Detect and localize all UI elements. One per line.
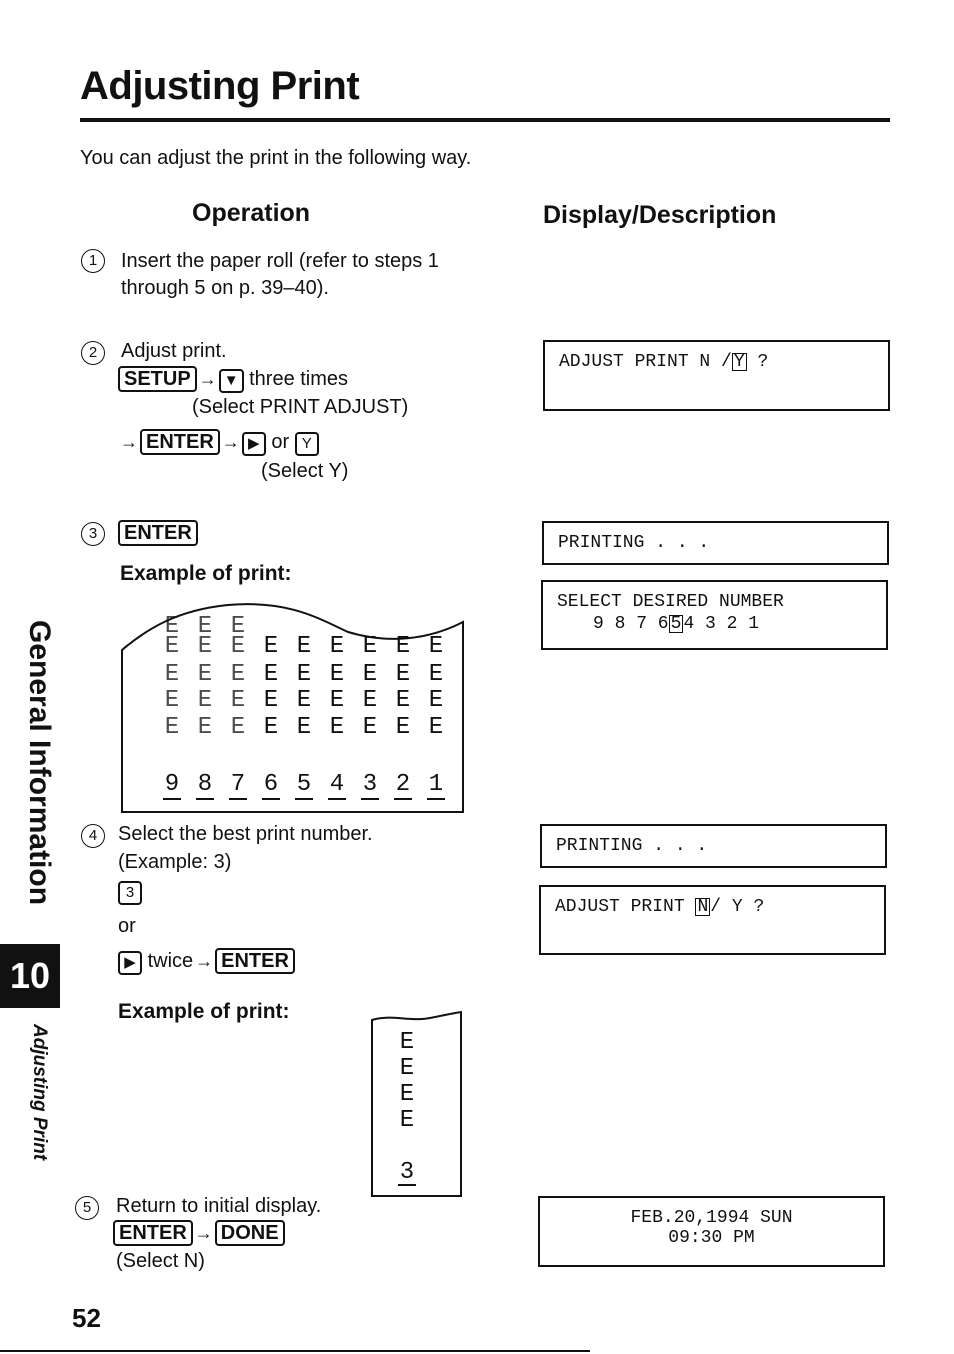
step-3-key-row: [118, 520, 198, 547]
print-letter: E: [399, 1107, 415, 1134]
print-letter: E: [230, 661, 246, 688]
print-letter: E: [263, 714, 279, 741]
print-letter: E: [230, 613, 246, 640]
print-letter: E: [428, 661, 444, 688]
twice-text: twice: [147, 950, 194, 972]
bottom-rule: [0, 1350, 590, 1352]
example-of-print-label-2: Example of print:: [118, 1000, 290, 1023]
display-text: ADJUST PRINT: [555, 897, 696, 917]
print-sample-column: [370, 1010, 465, 1198]
display-text: ADJUST PRINT N /: [559, 352, 732, 372]
print-letter: E: [197, 687, 213, 714]
chapter-side-label: Adjusting Print: [29, 1024, 50, 1161]
print-letter: E: [362, 714, 378, 741]
print-letter: E: [329, 633, 345, 660]
display-adjust-print-n: [539, 885, 886, 955]
page-number: 52: [72, 1303, 101, 1333]
step-5-key-row: [113, 1220, 285, 1247]
print-letter: E: [164, 714, 180, 741]
print-letter: E: [164, 633, 180, 660]
print-number: 3: [362, 771, 378, 798]
step-4-line2: (Example: 3): [118, 851, 232, 873]
step-2-enter-row: [118, 429, 319, 456]
example-of-print-label: Example of print:: [120, 562, 292, 585]
print-letter: E: [395, 633, 411, 660]
title-rule: [80, 118, 890, 122]
intro-text: You can adjust the print in the following way.: [80, 147, 472, 169]
print-letter: E: [197, 613, 213, 640]
step-4-number: 4: [81, 824, 105, 848]
arrow-right-icon: →: [195, 951, 214, 971]
enter-key: ENTER: [215, 948, 295, 974]
print-sample-grid: [118, 600, 468, 816]
step-4-line1: Select the best print number.: [118, 823, 373, 845]
display-printing-1: [542, 521, 889, 565]
setup-key: SETUP: [118, 366, 197, 392]
print-number: 5: [296, 771, 312, 798]
print-letter: E: [399, 1055, 415, 1082]
print-letter: E: [296, 633, 312, 660]
or-text: or: [271, 431, 290, 453]
display-initial: [538, 1196, 885, 1267]
step-2-setup-row: [118, 366, 348, 393]
print-letter: E: [428, 714, 444, 741]
enter-key: ENTER: [118, 520, 198, 546]
print-letter: E: [197, 633, 213, 660]
step-1-line1: Insert the paper roll (refer to steps 1: [121, 250, 439, 272]
step-1-number: 1: [81, 249, 105, 273]
print-letter: E: [263, 633, 279, 660]
print-letter: E: [329, 687, 345, 714]
step-5-line1: Return to initial display.: [116, 1195, 322, 1217]
print-letter: E: [428, 687, 444, 714]
print-letter: E: [395, 714, 411, 741]
select-print-adjust-text: (Select PRINT ADJUST): [192, 396, 409, 418]
print-letter: E: [263, 661, 279, 688]
print-letter: E: [263, 687, 279, 714]
print-letter: E: [399, 1029, 415, 1056]
step-1-line2: through 5 on p. 39–40).: [121, 277, 329, 299]
print-letter: E: [164, 687, 180, 714]
print-letter: E: [362, 661, 378, 688]
step-3-number: 3: [81, 522, 105, 546]
key-3-row: [118, 878, 142, 905]
print-letter: E: [296, 714, 312, 741]
display-text: FEB.20,1994 SUN: [630, 1208, 793, 1228]
display-text: SELECT DESIRED NUMBER: [557, 592, 784, 612]
print-letter: E: [230, 714, 246, 741]
display-text: 4 3 2 1: [683, 614, 760, 634]
display-cursor-box: Y: [733, 352, 745, 372]
display-text: PRINTING . . .: [558, 533, 710, 553]
print-letter: E: [329, 661, 345, 688]
section-side-label: General Information: [23, 620, 56, 906]
print-number: 8: [197, 771, 213, 798]
print-number: 1: [428, 771, 444, 798]
display-adjust-print-y: [543, 340, 890, 411]
operation-header: Operation: [192, 199, 311, 227]
step-2-number: 2: [81, 341, 105, 365]
display-text: 9 8 7 6: [593, 614, 669, 634]
y-key: Y: [295, 432, 319, 456]
step-4-key-row: [118, 948, 295, 975]
chapter-tab: 10: [0, 944, 60, 1008]
print-letter: E: [230, 633, 246, 660]
display-printing-2: [540, 824, 887, 868]
arrow-right-icon: →: [221, 432, 240, 452]
or-text: or: [118, 915, 136, 937]
display-cursor-box: N: [697, 897, 709, 917]
right-arrow-key-icon: ▶: [118, 951, 142, 975]
best-number-mark: 3: [399, 1159, 415, 1186]
select-n-text: (Select N): [116, 1250, 205, 1272]
print-letter: E: [197, 714, 213, 741]
print-number: 2: [395, 771, 411, 798]
print-letter: E: [164, 661, 180, 688]
arrow-right-icon: →: [198, 369, 217, 389]
display-text: ?: [746, 352, 769, 372]
arrow-right-icon: →: [194, 1223, 213, 1243]
down-arrow-key-icon: ▼: [219, 369, 244, 393]
print-letter: E: [428, 633, 444, 660]
print-number: 4: [329, 771, 345, 798]
arrow-right-icon: →: [120, 432, 138, 452]
number-3-key: 3: [118, 881, 142, 905]
display-header: Display/Description: [543, 201, 777, 229]
select-y-text: (Select Y): [261, 460, 349, 482]
print-letter: E: [296, 661, 312, 688]
three-times-text: three times: [249, 368, 349, 390]
print-number: 6: [263, 771, 279, 798]
print-letter: E: [296, 687, 312, 714]
step-2-line1: Adjust print.: [121, 340, 227, 362]
done-key: DONE: [215, 1220, 285, 1246]
print-number: 7: [230, 771, 246, 798]
print-letter: E: [399, 1081, 415, 1108]
display-select-number: [541, 580, 888, 650]
display-text: / Y ?: [710, 897, 765, 917]
print-letter: E: [230, 687, 246, 714]
display-text: PRINTING . . .: [556, 836, 708, 856]
print-letter: E: [329, 714, 345, 741]
print-letter: E: [362, 687, 378, 714]
print-letter: E: [395, 661, 411, 688]
enter-key: ENTER: [140, 429, 220, 455]
print-letter: E: [395, 687, 411, 714]
print-letter: E: [197, 661, 213, 688]
page-title: Adjusting Print: [80, 64, 360, 108]
print-letter: E: [362, 633, 378, 660]
display-cursor-box: 5: [670, 614, 682, 634]
display-text: 09:30 PM: [668, 1228, 755, 1248]
step-5-number: 5: [75, 1196, 99, 1220]
right-arrow-key-icon: ▶: [242, 432, 266, 456]
print-letter: E: [164, 613, 180, 640]
print-number: 9: [164, 771, 180, 798]
enter-key: ENTER: [113, 1220, 193, 1246]
